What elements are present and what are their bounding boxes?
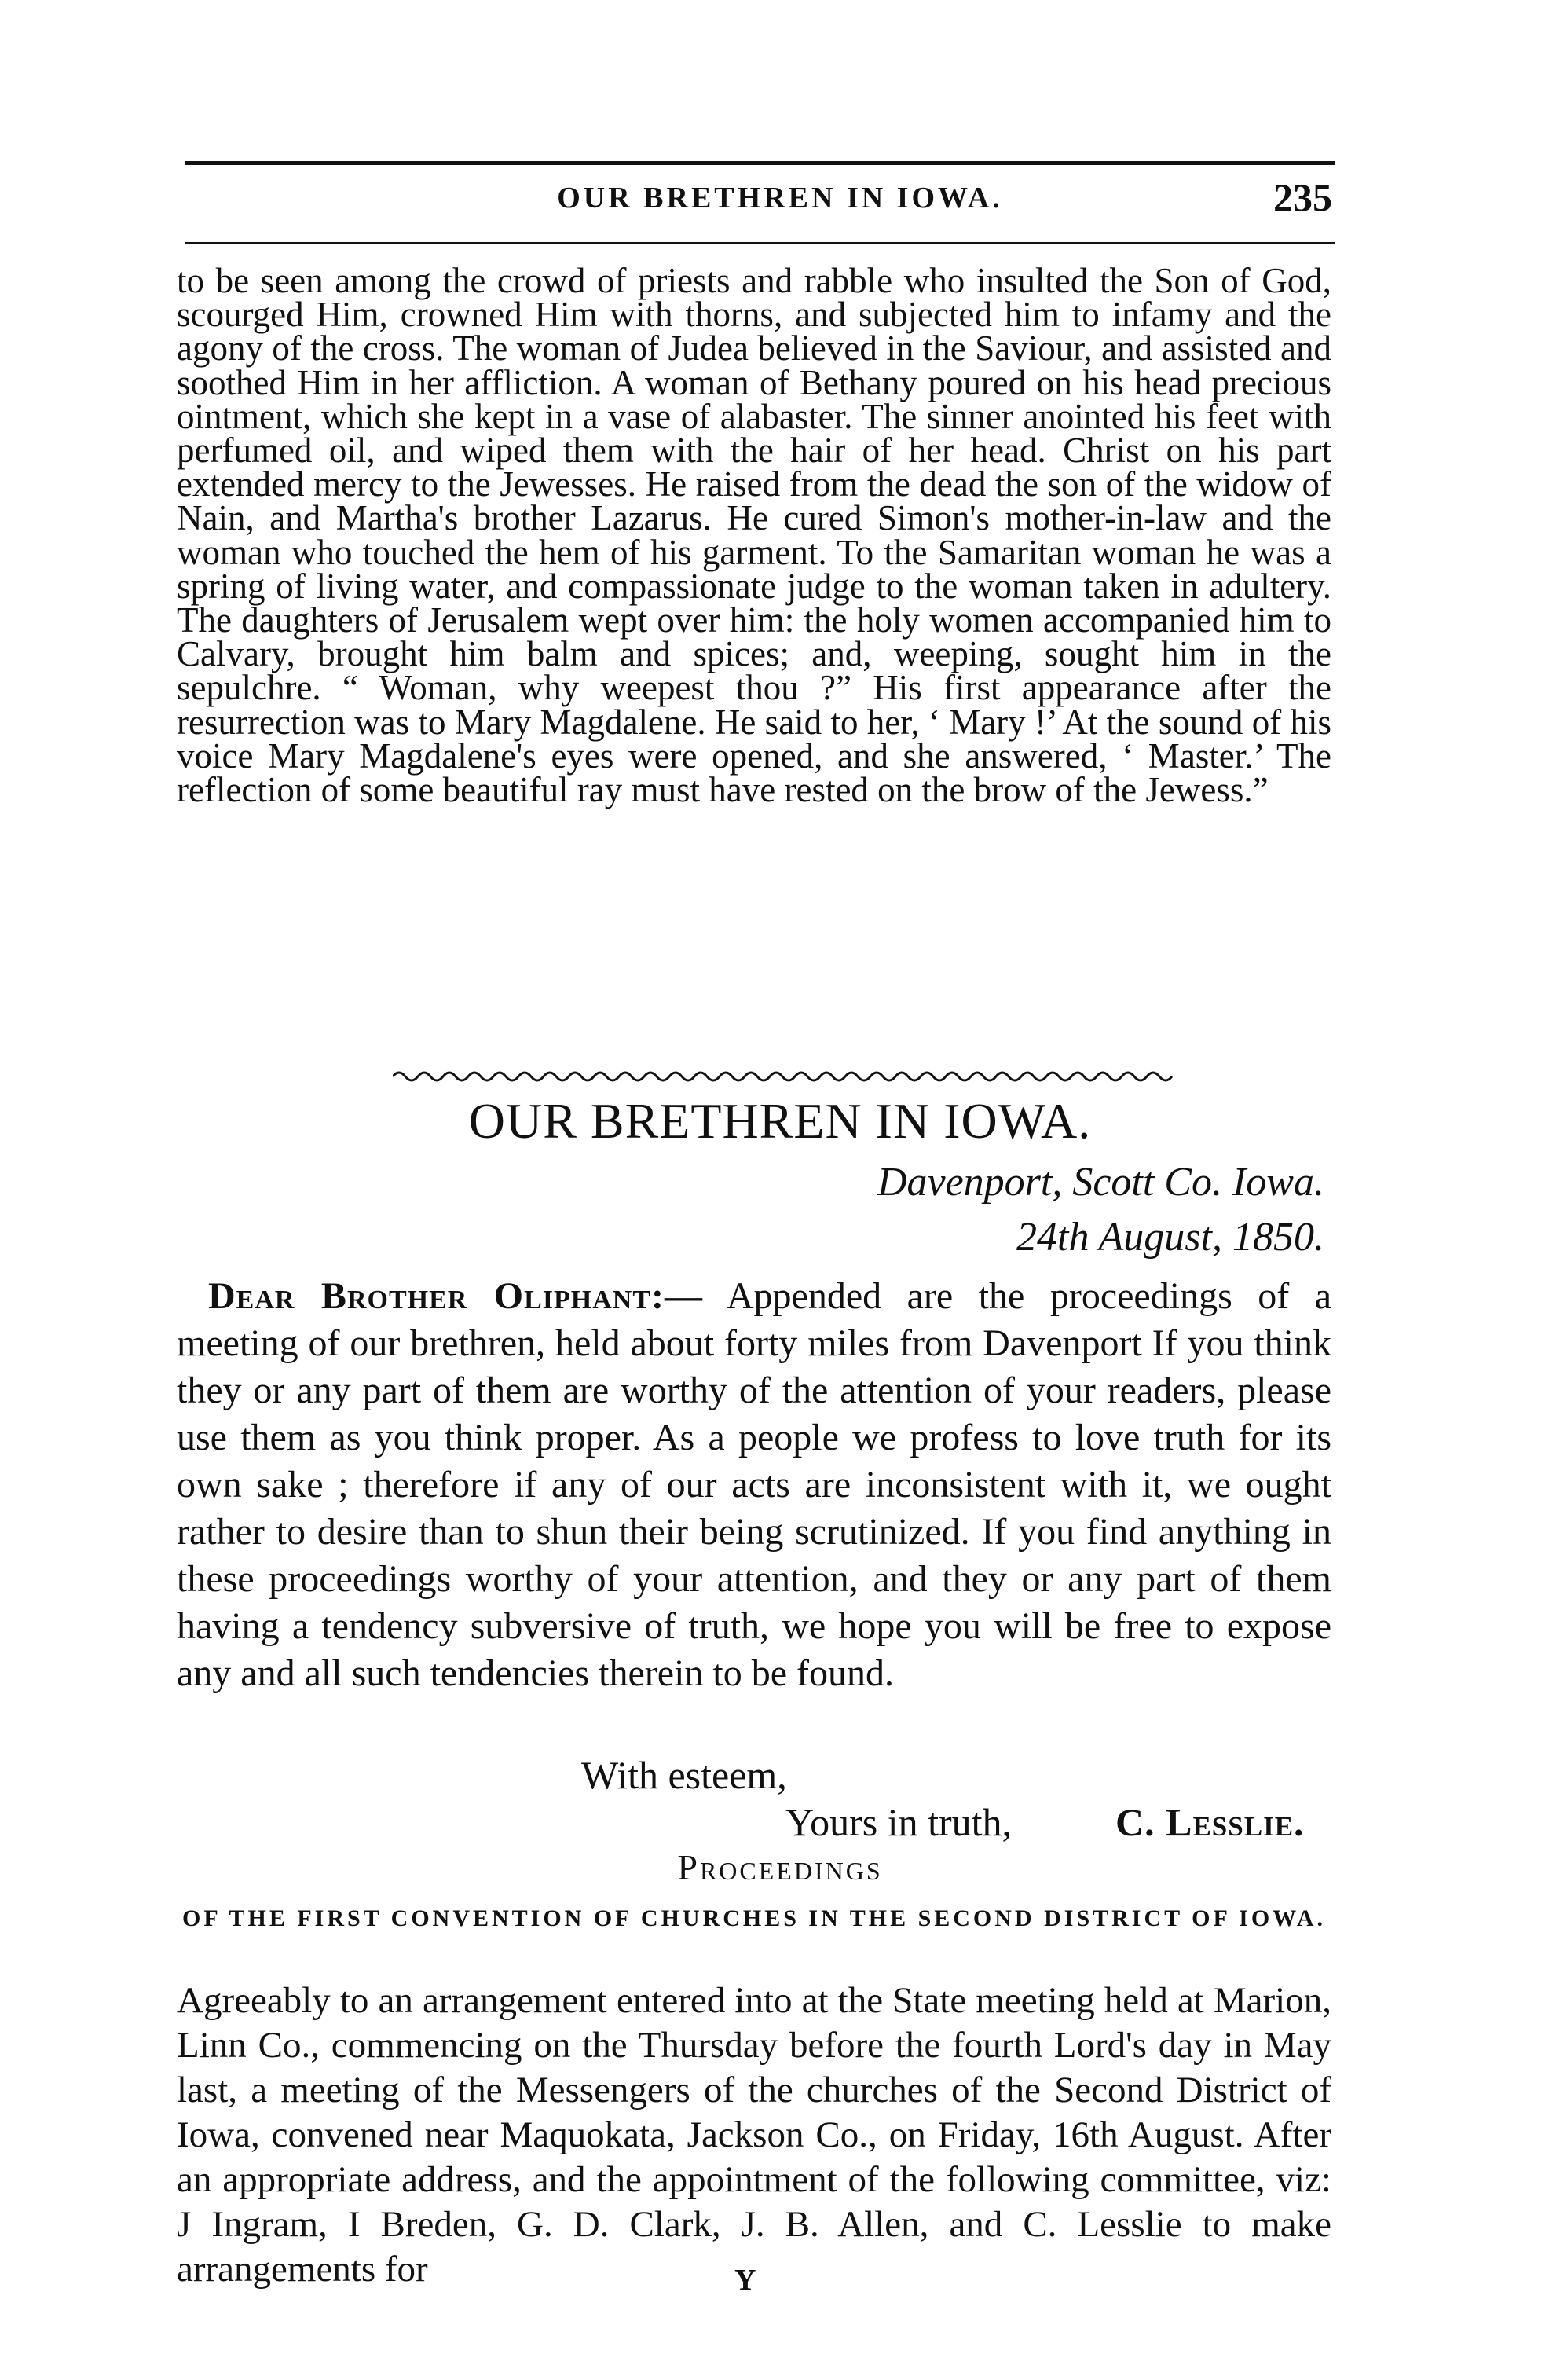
dateline-place: Davenport, Scott Co. Iowa. <box>877 1160 1324 1205</box>
proceedings-subheading: OF THE FIRST CONVENTION OF CHURCHES IN THE SECOND DISTRICT OF IOWA. <box>181 1905 1327 1931</box>
closing-esteem: With esteem, <box>581 1753 787 1797</box>
wavy-divider-ornament <box>393 1065 1178 1088</box>
section-title: OUR BRETHREN IN IOWA. <box>468 1093 1092 1149</box>
closing-yours: Yours in truth, <box>785 1800 1013 1844</box>
page-number: 235 <box>1273 175 1332 219</box>
header-rule-bottom <box>185 242 1335 244</box>
continuation-paragraph: to be seen among the crowd of priests and rabble who insulted the Son of God, scourged Him, crowned Him with thorns, and subjected him to infamy and the agony of the cross. The woman of Judea believed in the Saviour, and assisted and soothed Him in her affliction. A woman of Bethany poured on his head precious ointment, which she kept in a vase of alabaster. The sinner anointed his feet with perfumed oil, and wiped them with the hair of her head. Christ on his part extended mercy to the Jewesses. He raised from the dead the son of the widow of Nain, and Martha's brother Lazarus. He cured Simon's mother-in-law and the woman who touched the hem of his garment. To the Samaritan woman he was a spring of living water, and compassionate judge to the woman taken in adultery. The daughters of Jerusalem wept over him: the holy women accompanied him to Calvary, brought him balm and spices; and, weeping, sought him in the sepulchre. “ Woman, why weepest thou ?” His first appearance after the resurrection was to Mary Magdalene. He said to her, ‘ Mary !’ At the sound of his voice Mary Magdalene's eyes were opened, and she answered, ‘ Master.’ The reflection of some beautiful ray must have rested on the brow of the Jewess.” <box>177 261 1331 810</box>
printer-signature-mark: Y <box>734 2264 756 2297</box>
letter-signature: C. Lesslie. <box>1115 1800 1305 1844</box>
proceedings-heading: Proceedings <box>677 1847 883 1887</box>
proceedings-paragraph: Agreeably to an arrangement entered into at the State meeting held at Marion, Linn Co., commencing on the Thursday before the fourth Lord's day in May last, a meeting of the Messengers of the churches of the Second District of Iowa, convened near Maquokata, Jackson Co., on Friday, 16th August. After an appropriate address, and the appointment of the following committee, viz: J Ingram, I Breden, G. D. Clark, J. B. Allen, and C. Lesslie to make arrangements for <box>177 1980 1331 2290</box>
letter-body: Appended are the proceedings of a meeting of our brethren, held about forty miles from Davenport If you think they or any part of them are worthy of the attention of your readers, please use them as you think proper. As a people we profess to love truth for its own sake ; therefore if any of our acts are inconsistent with it, we ought rather to desire than to shun their being scrutinized. If you find anything in these proceedings worthy of your attention, and they or any part of them having a tendency subversive of truth, we hope you will be free to expose any and all such tendencies therein to be found. <box>177 1275 1331 1694</box>
letter-salutation: Dear Brother Oliphant:— <box>208 1275 704 1317</box>
running-title: OUR BRETHREN IN IOWA. <box>557 182 1003 215</box>
header-rule-top <box>185 161 1335 165</box>
letter-paragraph <box>177 1273 1331 1697</box>
dateline-date: 24th August, 1850. <box>1016 1215 1324 1260</box>
